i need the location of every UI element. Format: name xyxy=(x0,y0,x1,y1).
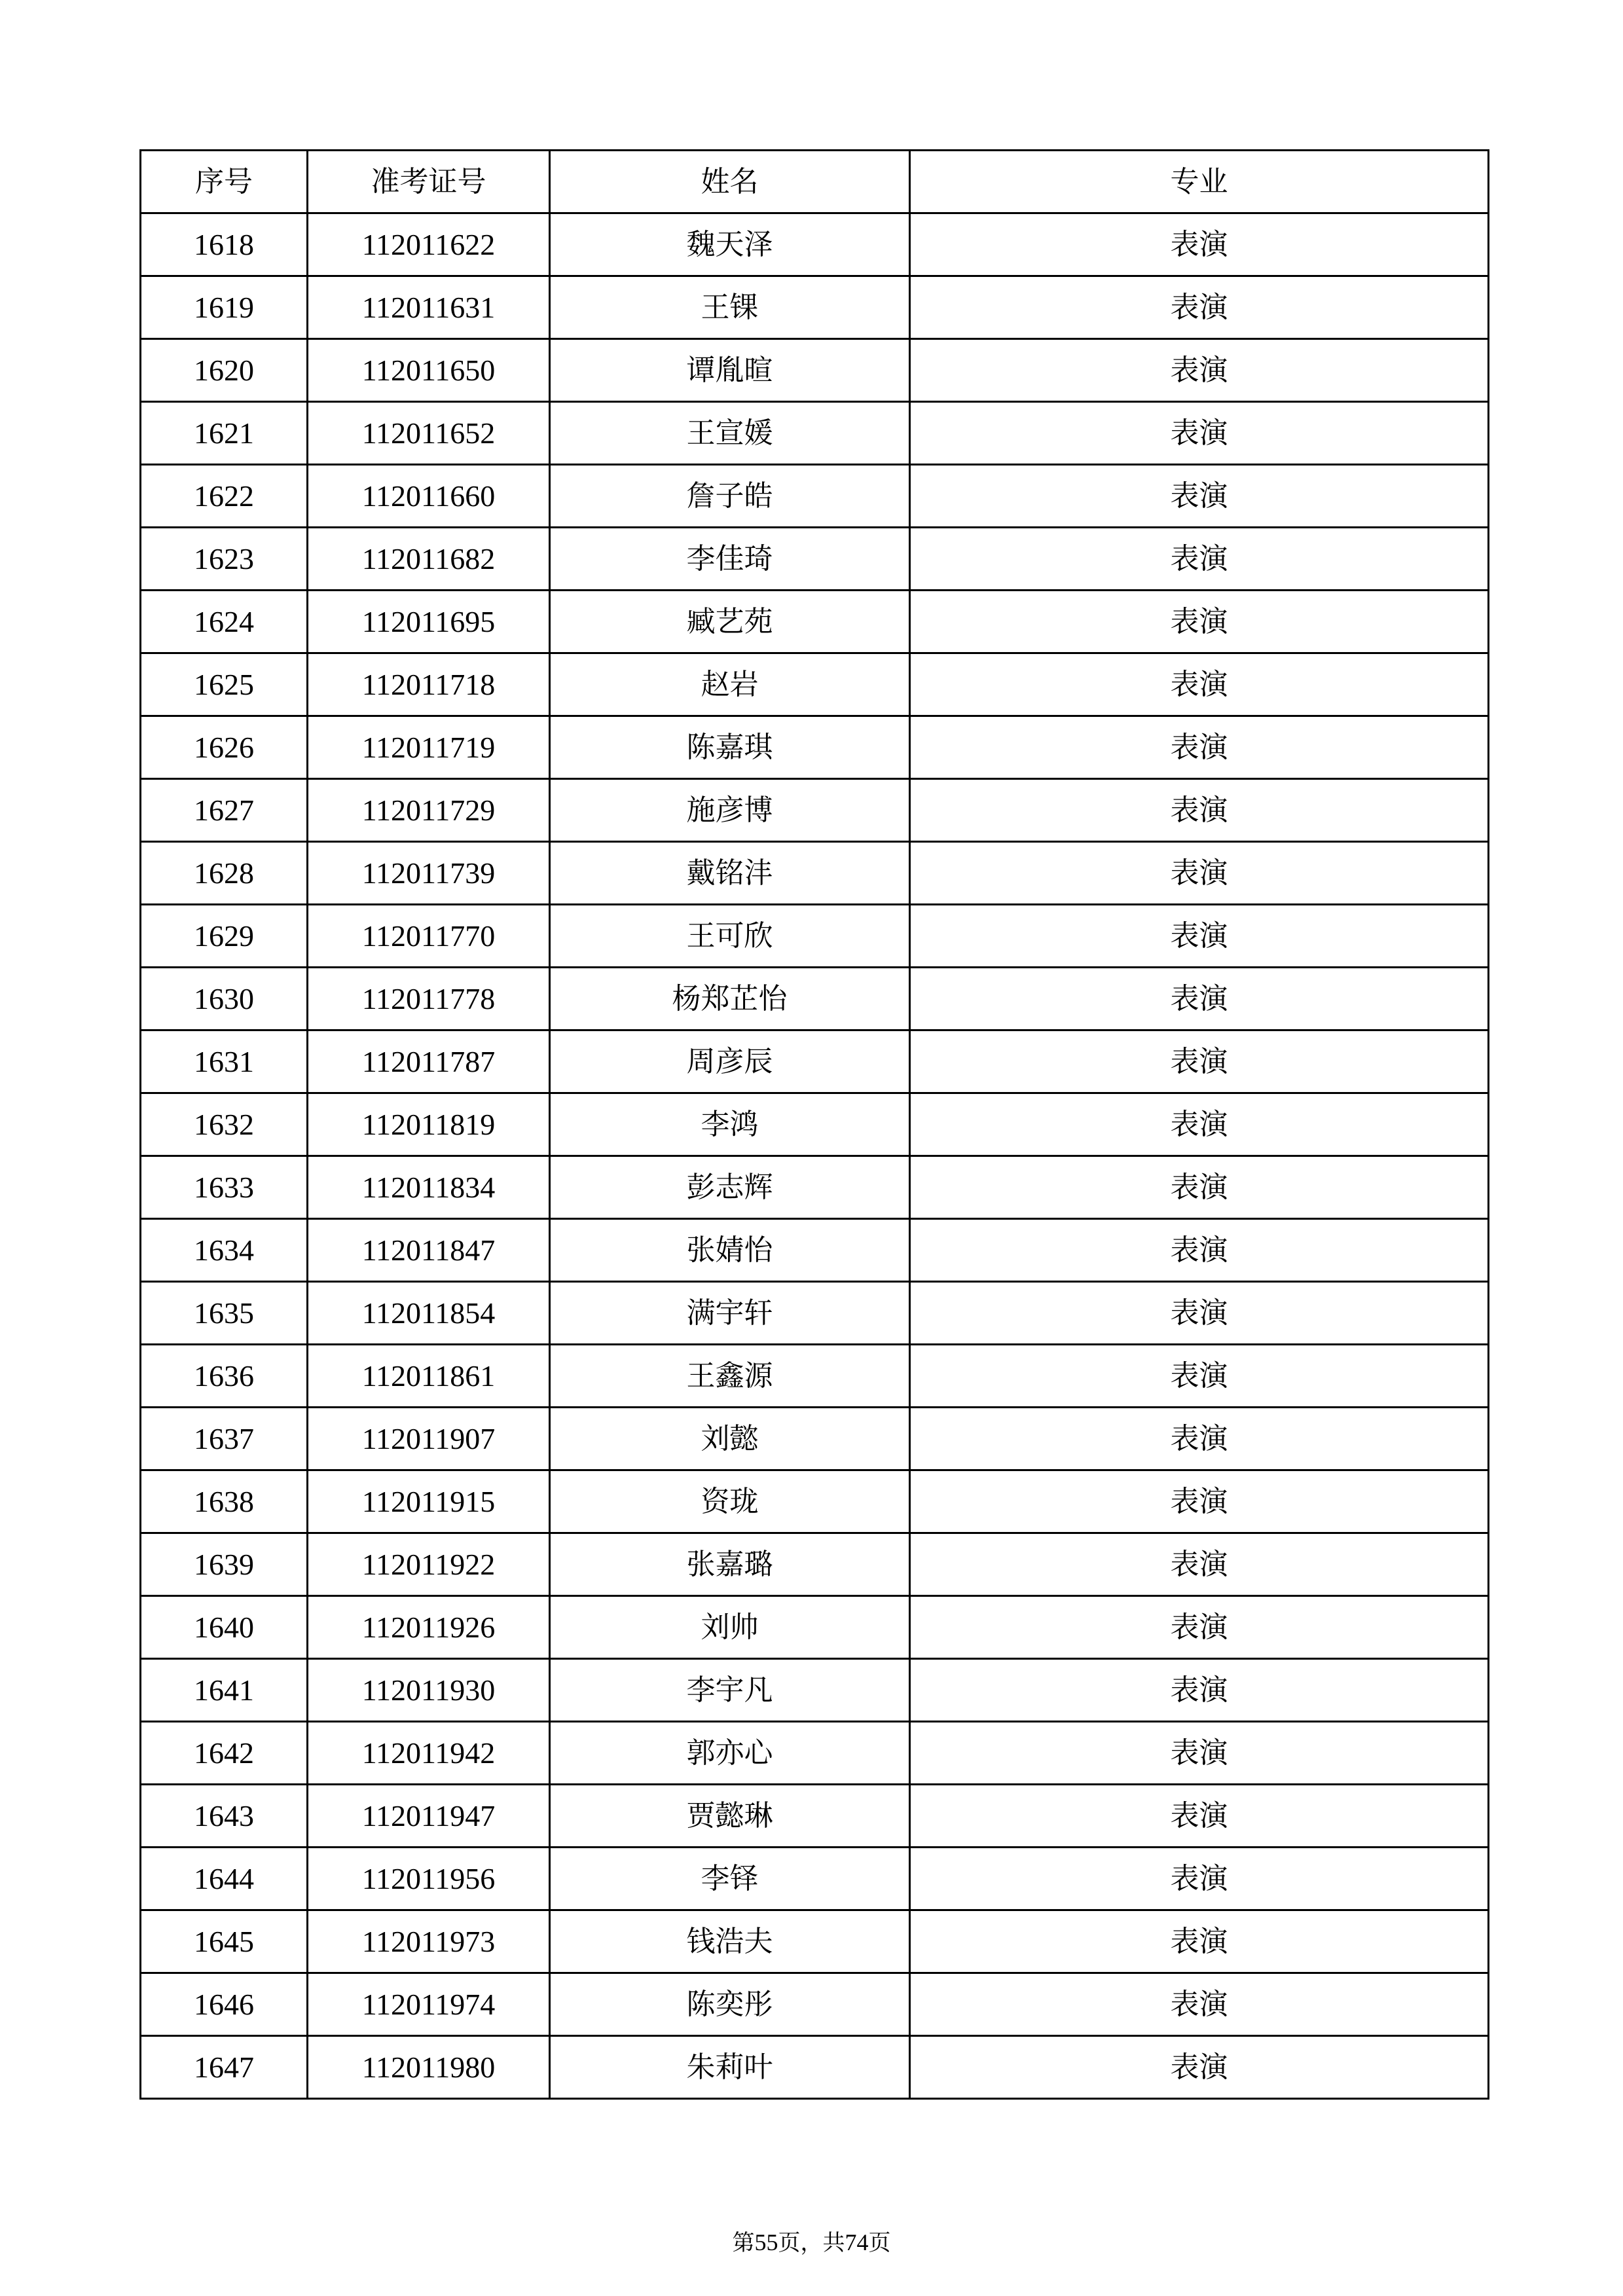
cell-major: 表演 xyxy=(910,779,1489,842)
footer-total-pages: 74 xyxy=(845,2229,869,2255)
table-row xyxy=(141,1282,1489,1345)
cell-exam-id: 112011819 xyxy=(308,1093,550,1156)
cell-major: 表演 xyxy=(910,1533,1489,1596)
table-row xyxy=(141,1093,1489,1156)
cell-seq: 1641 xyxy=(141,1659,308,1722)
cell-seq: 1646 xyxy=(141,1973,308,2036)
cell-major: 表演 xyxy=(910,2036,1489,2099)
admission-roster-table xyxy=(139,149,1489,2100)
cell-name: 戴铭沣 xyxy=(550,842,910,905)
cell-exam-id: 112011947 xyxy=(308,1785,550,1848)
table-row xyxy=(141,968,1489,1030)
cell-seq: 1644 xyxy=(141,1848,308,1910)
cell-major: 表演 xyxy=(910,1659,1489,1722)
cell-seq: 1637 xyxy=(141,1408,308,1470)
table-row xyxy=(141,1030,1489,1093)
table-row xyxy=(141,653,1489,716)
cell-name: 王宣媛 xyxy=(550,402,910,465)
cell-major: 表演 xyxy=(910,591,1489,653)
cell-seq: 1631 xyxy=(141,1030,308,1093)
cell-exam-id: 112011834 xyxy=(308,1156,550,1219)
cell-exam-id: 112011682 xyxy=(308,528,550,591)
header-name: 姓名 xyxy=(550,151,910,213)
table-row xyxy=(141,1785,1489,1848)
cell-name: 钱浩夫 xyxy=(550,1910,910,1973)
cell-seq: 1634 xyxy=(141,1219,308,1282)
cell-exam-id: 112011650 xyxy=(308,339,550,402)
footer-suffix: 页 xyxy=(868,2230,891,2256)
table-row xyxy=(141,465,1489,528)
cell-exam-id: 112011729 xyxy=(308,779,550,842)
cell-seq: 1632 xyxy=(141,1093,308,1156)
cell-name: 郭亦心 xyxy=(550,1722,910,1785)
cell-seq: 1629 xyxy=(141,905,308,968)
cell-major: 表演 xyxy=(910,716,1489,779)
cell-name: 王可欣 xyxy=(550,905,910,968)
cell-exam-id: 112011926 xyxy=(308,1596,550,1659)
cell-major: 表演 xyxy=(910,1408,1489,1470)
table-row xyxy=(141,1722,1489,1785)
cell-seq: 1647 xyxy=(141,2036,308,2099)
cell-major: 表演 xyxy=(910,1282,1489,1345)
cell-exam-id: 112011980 xyxy=(308,2036,550,2099)
table-row xyxy=(141,2036,1489,2099)
cell-major: 表演 xyxy=(910,402,1489,465)
cell-major: 表演 xyxy=(910,1722,1489,1785)
cell-major: 表演 xyxy=(910,842,1489,905)
cell-seq: 1640 xyxy=(141,1596,308,1659)
table-row xyxy=(141,1910,1489,1973)
table-row xyxy=(141,1596,1489,1659)
cell-major: 表演 xyxy=(910,968,1489,1030)
cell-name: 王锞 xyxy=(550,276,910,339)
cell-seq: 1618 xyxy=(141,213,308,276)
cell-exam-id: 112011974 xyxy=(308,1973,550,2036)
cell-name: 李宇凡 xyxy=(550,1659,910,1722)
cell-seq: 1628 xyxy=(141,842,308,905)
cell-major: 表演 xyxy=(910,1973,1489,2036)
cell-seq: 1622 xyxy=(141,465,308,528)
cell-exam-id: 112011660 xyxy=(308,465,550,528)
cell-name: 赵岩 xyxy=(550,653,910,716)
cell-major: 表演 xyxy=(910,213,1489,276)
cell-major: 表演 xyxy=(910,1470,1489,1533)
cell-name: 彭志辉 xyxy=(550,1156,910,1219)
cell-exam-id: 112011787 xyxy=(308,1030,550,1093)
table-row xyxy=(141,402,1489,465)
table-row xyxy=(141,842,1489,905)
cell-seq: 1639 xyxy=(141,1533,308,1596)
cell-name: 刘帅 xyxy=(550,1596,910,1659)
cell-name: 施彦博 xyxy=(550,779,910,842)
cell-exam-id: 112011854 xyxy=(308,1282,550,1345)
cell-seq: 1645 xyxy=(141,1910,308,1973)
cell-name: 刘懿 xyxy=(550,1408,910,1470)
cell-name: 陈嘉琪 xyxy=(550,716,910,779)
cell-name: 资珑 xyxy=(550,1470,910,1533)
cell-exam-id: 112011847 xyxy=(308,1219,550,1282)
cell-name: 魏天泽 xyxy=(550,213,910,276)
header-seq: 序号 xyxy=(141,151,308,213)
cell-name: 周彦辰 xyxy=(550,1030,910,1093)
table-row xyxy=(141,528,1489,591)
table-row xyxy=(141,905,1489,968)
cell-seq: 1621 xyxy=(141,402,308,465)
table-header-row xyxy=(141,151,1489,213)
table-row xyxy=(141,1973,1489,2036)
table-row xyxy=(141,1345,1489,1408)
cell-name: 王鑫源 xyxy=(550,1345,910,1408)
table-row xyxy=(141,276,1489,339)
cell-exam-id: 112011778 xyxy=(308,968,550,1030)
cell-exam-id: 112011907 xyxy=(308,1408,550,1470)
table-row xyxy=(141,1659,1489,1722)
table-row xyxy=(141,213,1489,276)
cell-exam-id: 112011622 xyxy=(308,213,550,276)
footer-middle: 页，共 xyxy=(778,2230,845,2256)
cell-major: 表演 xyxy=(910,276,1489,339)
cell-seq: 1630 xyxy=(141,968,308,1030)
cell-exam-id: 112011719 xyxy=(308,716,550,779)
table-row xyxy=(141,1219,1489,1282)
cell-major: 表演 xyxy=(910,1156,1489,1219)
cell-name: 张婧怡 xyxy=(550,1219,910,1282)
cell-name: 陈奕彤 xyxy=(550,1973,910,2036)
cell-major: 表演 xyxy=(910,905,1489,968)
cell-major: 表演 xyxy=(910,1910,1489,1973)
cell-name: 张嘉璐 xyxy=(550,1533,910,1596)
cell-exam-id: 112011956 xyxy=(308,1848,550,1910)
cell-exam-id: 112011718 xyxy=(308,653,550,716)
cell-seq: 1626 xyxy=(141,716,308,779)
table-row xyxy=(141,1470,1489,1533)
table-row xyxy=(141,339,1489,402)
cell-seq: 1625 xyxy=(141,653,308,716)
cell-name: 李佳琦 xyxy=(550,528,910,591)
table-row xyxy=(141,1533,1489,1596)
cell-major: 表演 xyxy=(910,1093,1489,1156)
cell-major: 表演 xyxy=(910,1596,1489,1659)
cell-exam-id: 112011652 xyxy=(308,402,550,465)
cell-exam-id: 112011861 xyxy=(308,1345,550,1408)
cell-major: 表演 xyxy=(910,1219,1489,1282)
cell-name: 朱莉叶 xyxy=(550,2036,910,2099)
cell-major: 表演 xyxy=(910,465,1489,528)
footer-prefix: 第 xyxy=(732,2230,755,2256)
cell-name: 詹子皓 xyxy=(550,465,910,528)
cell-seq: 1635 xyxy=(141,1282,308,1345)
cell-exam-id: 112011930 xyxy=(308,1659,550,1722)
table-body xyxy=(141,213,1489,2099)
cell-exam-id: 112011915 xyxy=(308,1470,550,1533)
cell-name: 李铎 xyxy=(550,1848,910,1910)
table-row xyxy=(141,779,1489,842)
cell-name: 杨郑芷怡 xyxy=(550,968,910,1030)
cell-seq: 1624 xyxy=(141,591,308,653)
table-row xyxy=(141,1156,1489,1219)
cell-seq: 1636 xyxy=(141,1345,308,1408)
cell-major: 表演 xyxy=(910,1030,1489,1093)
cell-exam-id: 112011942 xyxy=(308,1722,550,1785)
cell-seq: 1642 xyxy=(141,1722,308,1785)
cell-exam-id: 112011922 xyxy=(308,1533,550,1596)
cell-major: 表演 xyxy=(910,339,1489,402)
cell-name: 臧艺苑 xyxy=(550,591,910,653)
cell-seq: 1620 xyxy=(141,339,308,402)
page-footer xyxy=(0,2229,1623,2256)
cell-name: 李鸿 xyxy=(550,1093,910,1156)
table-row xyxy=(141,716,1489,779)
footer-current-page: 55 xyxy=(754,2229,778,2255)
cell-seq: 1643 xyxy=(141,1785,308,1848)
cell-major: 表演 xyxy=(910,653,1489,716)
cell-seq: 1627 xyxy=(141,779,308,842)
cell-major: 表演 xyxy=(910,1785,1489,1848)
cell-name: 满宇轩 xyxy=(550,1282,910,1345)
cell-exam-id: 112011739 xyxy=(308,842,550,905)
cell-seq: 1633 xyxy=(141,1156,308,1219)
table-row xyxy=(141,591,1489,653)
cell-name: 贾懿琳 xyxy=(550,1785,910,1848)
cell-exam-id: 112011770 xyxy=(308,905,550,968)
cell-exam-id: 112011631 xyxy=(308,276,550,339)
cell-name: 谭胤暄 xyxy=(550,339,910,402)
cell-exam-id: 112011695 xyxy=(308,591,550,653)
header-exam-id: 准考证号 xyxy=(308,151,550,213)
table-row xyxy=(141,1848,1489,1910)
cell-major: 表演 xyxy=(910,1345,1489,1408)
header-major: 专业 xyxy=(910,151,1489,213)
cell-seq: 1638 xyxy=(141,1470,308,1533)
cell-major: 表演 xyxy=(910,1848,1489,1910)
cell-seq: 1623 xyxy=(141,528,308,591)
table-row xyxy=(141,1408,1489,1470)
cell-major: 表演 xyxy=(910,528,1489,591)
cell-exam-id: 112011973 xyxy=(308,1910,550,1973)
cell-seq: 1619 xyxy=(141,276,308,339)
